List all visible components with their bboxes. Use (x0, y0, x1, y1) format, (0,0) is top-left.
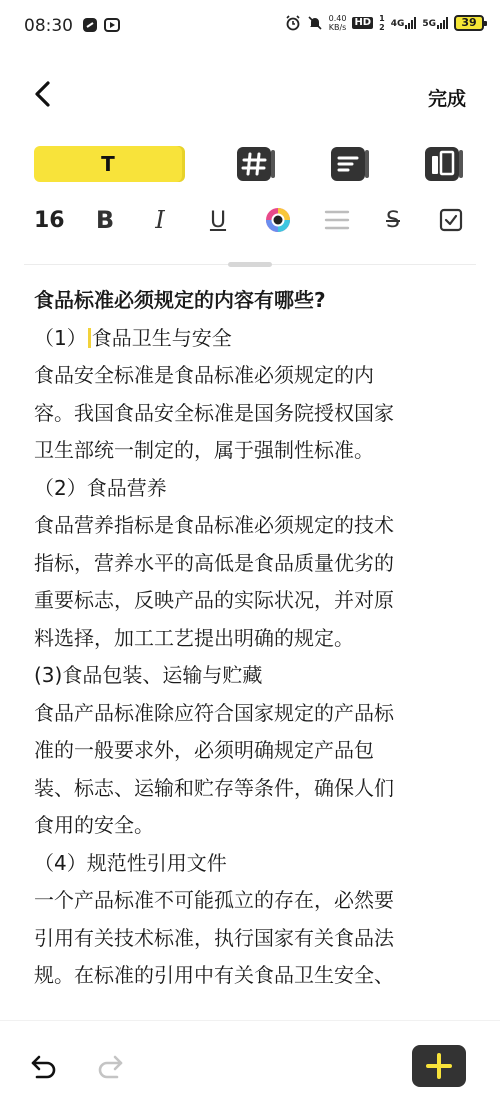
checkbox-icon (439, 208, 463, 232)
note-line[interactable]: 食用的安全。 (34, 813, 154, 837)
list-format-icon[interactable] (330, 146, 370, 182)
add-button[interactable] (412, 1045, 466, 1087)
text-color-button[interactable] (265, 204, 291, 236)
alarm-icon (285, 15, 301, 31)
bold-button[interactable]: B (95, 206, 115, 234)
status-bar (0, 0, 500, 56)
note-line[interactable]: 一个产品标准不可能孤立的存在，必然要 (34, 888, 394, 912)
link-app-icon (82, 17, 98, 33)
redo-icon[interactable] (94, 1051, 126, 1083)
mute-icon (307, 15, 323, 31)
net-speed-value: 0.40 (328, 14, 347, 23)
signal-5g-label: 5G (422, 19, 436, 29)
note-line[interactable]: 指标，营养水平的高低是食品质量优劣的 (34, 550, 394, 575)
note-title[interactable]: 食品标准必须规定的内容有哪些? (34, 288, 326, 312)
bottom-toolbar (0, 1020, 500, 1097)
note-line[interactable]: (3)食品包装、运输与贮藏 (34, 663, 263, 687)
hd-sub-labels (379, 15, 385, 32)
note-line[interactable]: 重要标志，反映产品的实际状况，并对原 (34, 588, 394, 612)
note-line[interactable]: 容。我国食品安全标准是国务院授权国家 (34, 400, 394, 425)
format-toolbar-modes (0, 140, 500, 190)
note-line[interactable]: 卫生部统一制定的，属于强制性标准。 (34, 438, 374, 462)
strikethrough-button[interactable]: S (386, 207, 400, 233)
net-speed (329, 14, 347, 32)
video-app-icon (104, 17, 120, 33)
status-time: 08:30 (24, 16, 73, 36)
italic-button[interactable]: I (155, 206, 165, 234)
text-mode-button[interactable] (34, 146, 182, 182)
signal-5g-bars-icon (437, 17, 448, 29)
status-right-icons (285, 14, 484, 32)
font-size-value[interactable]: 16 (34, 207, 65, 233)
note-body[interactable] (34, 282, 474, 995)
note-line[interactable]: 装、标志、运输和贮存等条件，确保人们 (34, 775, 394, 800)
format-toolbar-styles (0, 198, 500, 242)
align-lines-icon (324, 209, 350, 231)
status-notification-icons (82, 17, 120, 33)
note-line[interactable]: 食品营养指标是食品标准必须规定的技术 (34, 513, 394, 537)
text-mode-label: T (101, 152, 115, 176)
note-line[interactable] (34, 320, 474, 358)
hd-badge (352, 17, 373, 29)
align-button[interactable] (324, 204, 350, 236)
section-heading: 食品卫生与安全 (91, 325, 232, 350)
hd-label: HD (354, 17, 372, 28)
signal-5g (422, 17, 448, 29)
signal-4g-label: 4G (390, 19, 405, 29)
note-line[interactable]: 引用有关技术标准，执行国家有关食品法 (34, 925, 394, 950)
signal-4g-bars-icon (405, 17, 416, 29)
battery-indicator (454, 15, 484, 31)
undo-icon[interactable] (28, 1051, 60, 1083)
section-number: （1） (34, 325, 87, 350)
note-line[interactable]: 食品产品标准除应符合国家规定的产品标 (34, 700, 394, 725)
note-line[interactable]: 规。在标准的引用中有关食品卫生安全、 (34, 963, 394, 987)
signal-4g (391, 17, 417, 29)
note-line[interactable]: 准的一般要求外，必须明确规定产品包 (34, 738, 374, 762)
note-line[interactable]: （2）食品营养 (34, 475, 167, 500)
drag-handle[interactable] (228, 262, 272, 267)
heading-hash-icon[interactable] (236, 146, 276, 182)
hd-sub-1: 1 (379, 13, 385, 23)
plus-icon (425, 1052, 453, 1080)
color-wheel-icon (265, 207, 291, 233)
checkbox-button[interactable] (438, 204, 464, 236)
underline-button[interactable]: U (209, 207, 227, 233)
note-line[interactable]: 食品安全标准是食品标准必须规定的内 (34, 363, 374, 387)
hd-sub-2: 2 (379, 22, 385, 32)
note-line[interactable]: （4）规范性引用文件 (34, 850, 227, 875)
net-speed-unit: KB/s (328, 23, 347, 32)
layout-columns-icon[interactable] (424, 146, 464, 182)
text-cursor (88, 328, 91, 348)
battery-level: 39 (461, 16, 477, 29)
back-arrow-icon[interactable] (28, 78, 60, 110)
done-button[interactable]: 完成 (427, 88, 466, 110)
note-line[interactable]: 料选择，加工工艺提出明确的规定。 (34, 625, 354, 650)
